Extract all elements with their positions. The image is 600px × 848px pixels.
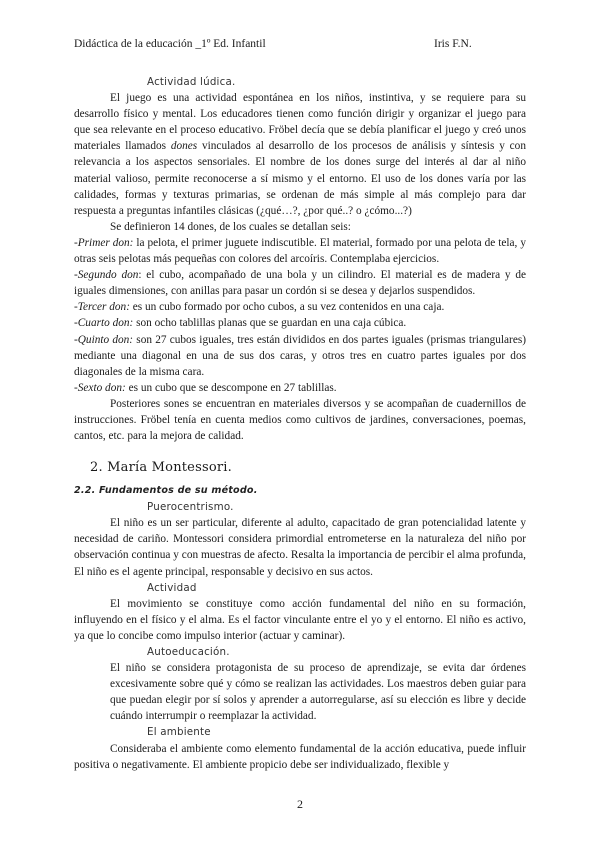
paragraph-posteriores: Posteriores sones se encuentran en materiales diversos y se acompañan de cuadernillos de instrucciones. Fröbel tenía en cuenta medios como cultivos de jardines, conversaciones, poemas, cantos, etc. para la mejora de calidad. — [74, 397, 526, 443]
header-author: Iris F.N. — [434, 38, 472, 50]
list-item-don: -Quinto don: son 27 cubos iguales, tres están divididos en dos partes iguales (prismas triangulares) mediante una diagonal en una de sus dos caras, y otros tres en cuatro partes iguales por dos diagonales de la misma cara. — [74, 333, 526, 378]
subsection-heading-puerocentrismo: Puerocentrismo. — [147, 501, 234, 514]
subsection-heading-actividad: Actividad — [147, 581, 197, 594]
subsection-heading-ambiente: El ambiente — [147, 726, 211, 739]
list-item-don: -Primer don: la pelota, el primer juguete indiscutible. El material, formado por una pelota de tela, y otras seis pelotas más pequeñas con colores del arcoíris. Contemplaba ejercicios. — [74, 236, 526, 266]
list-item-don: -Segundo don: el cubo, acompañado de una bola y un cilindro. El material es de madera y de iguales dimensiones, con anillas para pasar un cordón si se desea y dejarlos suspendidos. — [74, 269, 526, 298]
list-item-don: -Sexto don: es un cubo que se descompone en 27 tablillas. — [74, 381, 337, 394]
header-course-title: Didáctica de la educación _1º Ed. Infantil — [74, 38, 266, 50]
list-item-don: -Tercer don: es un cubo formado por ocho cubos, a su vez contenidos en una caja. — [74, 301, 445, 314]
paragraph-ambiente: Consideraba el ambiente como elemento fundamental de la acción educativa, puede influir positiva o negativamente. El ambiente propicio debe ser individualizado, flexible y — [74, 742, 526, 771]
don-label: -Segundo don — [74, 269, 139, 282]
subsection-heading-autoeducacion: Autoeducación. — [147, 646, 230, 658]
paragraph-dones-intro: Se definieron 14 dones, de los cuales se detallan seis: — [110, 220, 351, 233]
page-number: 2 — [297, 797, 303, 811]
paragraph-puerocentrismo: El niño es un ser particular, diferente al adulto, capacitado de gran potencialidad latente y necesidad de cariño. Montessori considera primordial entrometerse en la naturaleza del niño por observación continua y con muestras de afecto. Resalta la importancia de percibir el alma profunda, El niño es el agente principal, responsable y decisivo en sus actos. — [74, 517, 526, 578]
term-dones: dones — [170, 140, 198, 153]
paragraph-juego: El juego es una actividad espontánea en los niños, instintiva, y se requiere para su desarrollo físico y mental. Los educadores tienen como función dirigir y organizar el juego para que sea relevante en el proceso educativo. Fröbel decía que se debía planificar el juego y creó unos materiales llamados dones vinculados al desarrollo de los procesos de análisis y síntesis y con relevancia a los aspectos sensoriales. El nombre de los dones surge del interés al dar al niño material valioso, permite reconocerse a sí mismo y el entorno. El uso de los dones varía por las calidades, formas y texturas primarias, se ordenan de más simple al más complejo para dar respuesta a preguntas infantiles clásicas (¿qué…?, ¿por qué..? o ¿cómo...?) — [74, 92, 526, 217]
don-label: -Quinto don: — [74, 333, 134, 346]
paragraph-actividad: El movimiento se constituye como acción fundamental del niño en su formación, influyendo en el físico y el alma. Es el factor vinculante entre el yo y el entorno. El niño es activo, ya que lo concibe como impulso interior (actuar y caminar). — [74, 597, 526, 642]
subsection-title-fundamentos: 2.2. Fundamentos de su método. — [74, 485, 258, 497]
paragraph-autoeducacion: El niño se considera protagonista de su proceso de aprendizaje, se evita dar órdenes excesivamente sobre qué y cómo se realizan las actividades. Los maestros deben guiar para que puedan elegir por sí solos y aprender a autorregularse, así su elección es libre y decide cuándo interrumpir o reemplazar la actividad. — [110, 662, 526, 723]
section-heading-actividad-ludica: Actividad lúdica. — [147, 76, 236, 88]
section-title-montessori: 2. María Montessori. — [90, 460, 232, 476]
list-item-don: -Cuarto don: son ocho tablillas planas que se guardan en una caja cúbica. — [74, 317, 407, 330]
don-label: -Sexto don: — [74, 381, 126, 394]
page-content — [74, 74, 526, 773]
don-label: -Primer don: — [74, 236, 134, 249]
don-label: -Tercer don: — [74, 301, 130, 314]
don-label: -Cuarto don: — [74, 317, 134, 330]
